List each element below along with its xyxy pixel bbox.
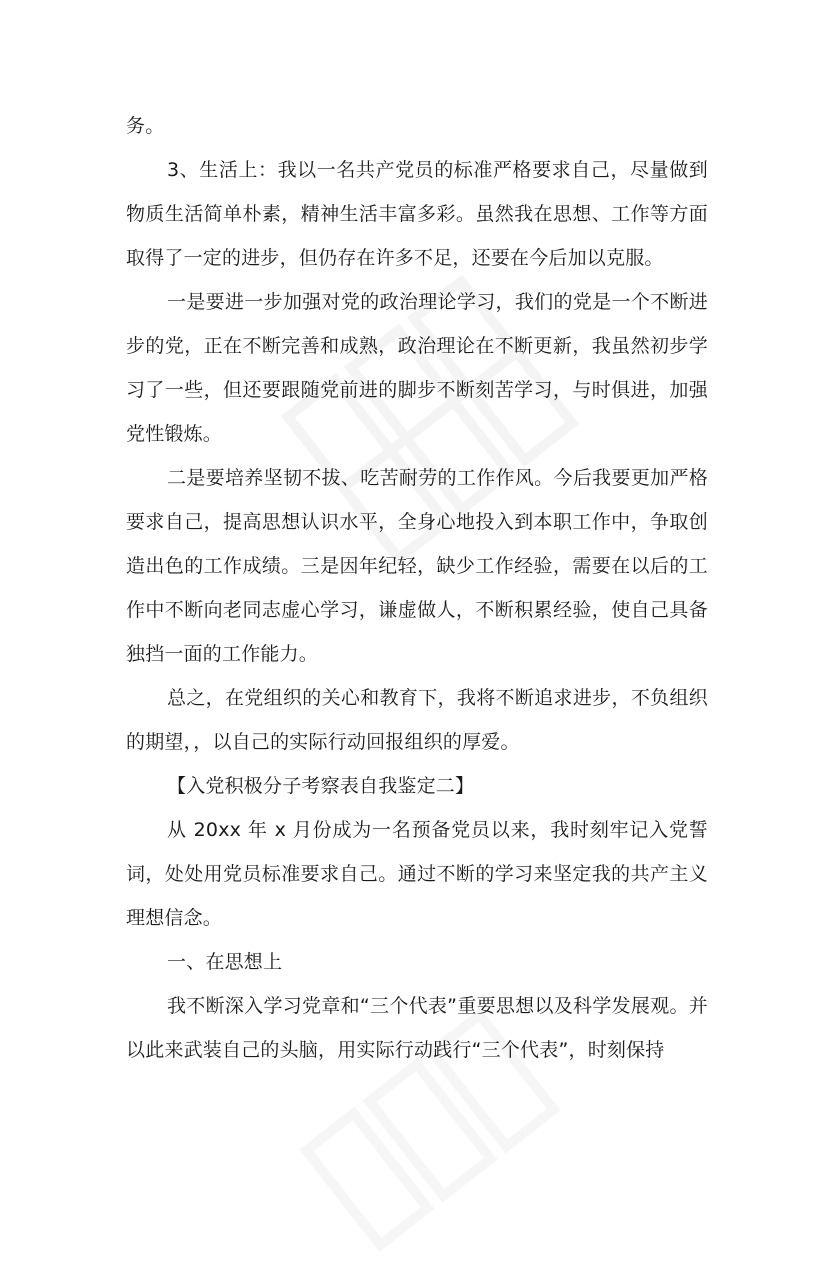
subheading-thought: 一、在思想上 bbox=[167, 951, 283, 973]
section-heading: 【入党积极分子考察表自我鉴定二】 bbox=[167, 775, 475, 797]
paragraph-intro: 从 20xx 年 x 月份成为一名预备党员以来，我时刻牢记入党誓词，处处用党员标准要求自己。通过不断的学习来坚定我的共产主义理想信念。 bbox=[126, 819, 708, 929]
paragraph-continuation: 务。 bbox=[126, 115, 165, 137]
document-body bbox=[126, 104, 708, 1072]
paragraph-life: 3、生活上：我以一名共产党员的标准严格要求自己，尽量做到物质生活简单朴素，精神生活丰富多彩。虽然我在思想、工作等方面取得了一定的进步，但仍存在许多不足，还要在今后加以克服。 bbox=[126, 159, 708, 269]
paragraph-conclusion: 总之，在党组织的关心和教育下，我将不断追求进步，不负组织的期望，，以自己的实际行动回报组织的厚爱。 bbox=[126, 687, 708, 753]
paragraph-work-style: 二是要培养坚韧不拔、吃苦耐劳的工作作风。今后我要更加严格要求自己，提高思想认识水平，全身心地投入到本职工作中，争取创造出色的工作成绩。三是因年纪轻，缺少工作经验，需要在以后的工作中不断向老同志虚心学习，谦虚做人，不断积累经验，使自己具备独挡一面的工作能力。 bbox=[126, 467, 708, 665]
paragraph-theory-study: 一是要进一步加强对党的政治理论学习，我们的党是一个不断进步的党，正在不断完善和成熟，政治理论在不断更新，我虽然初步学习了一些，但还要跟随党前进的脚步不断刻苦学习，与时俱进，加强党性锻炼。 bbox=[126, 291, 708, 445]
paragraph-thought: 我不断深入学习党章和“三个代表”重要思想以及科学发展观。并以此来武装自己的头脑，用实际行动践行“三个代表”，时刻保持 bbox=[126, 995, 708, 1061]
